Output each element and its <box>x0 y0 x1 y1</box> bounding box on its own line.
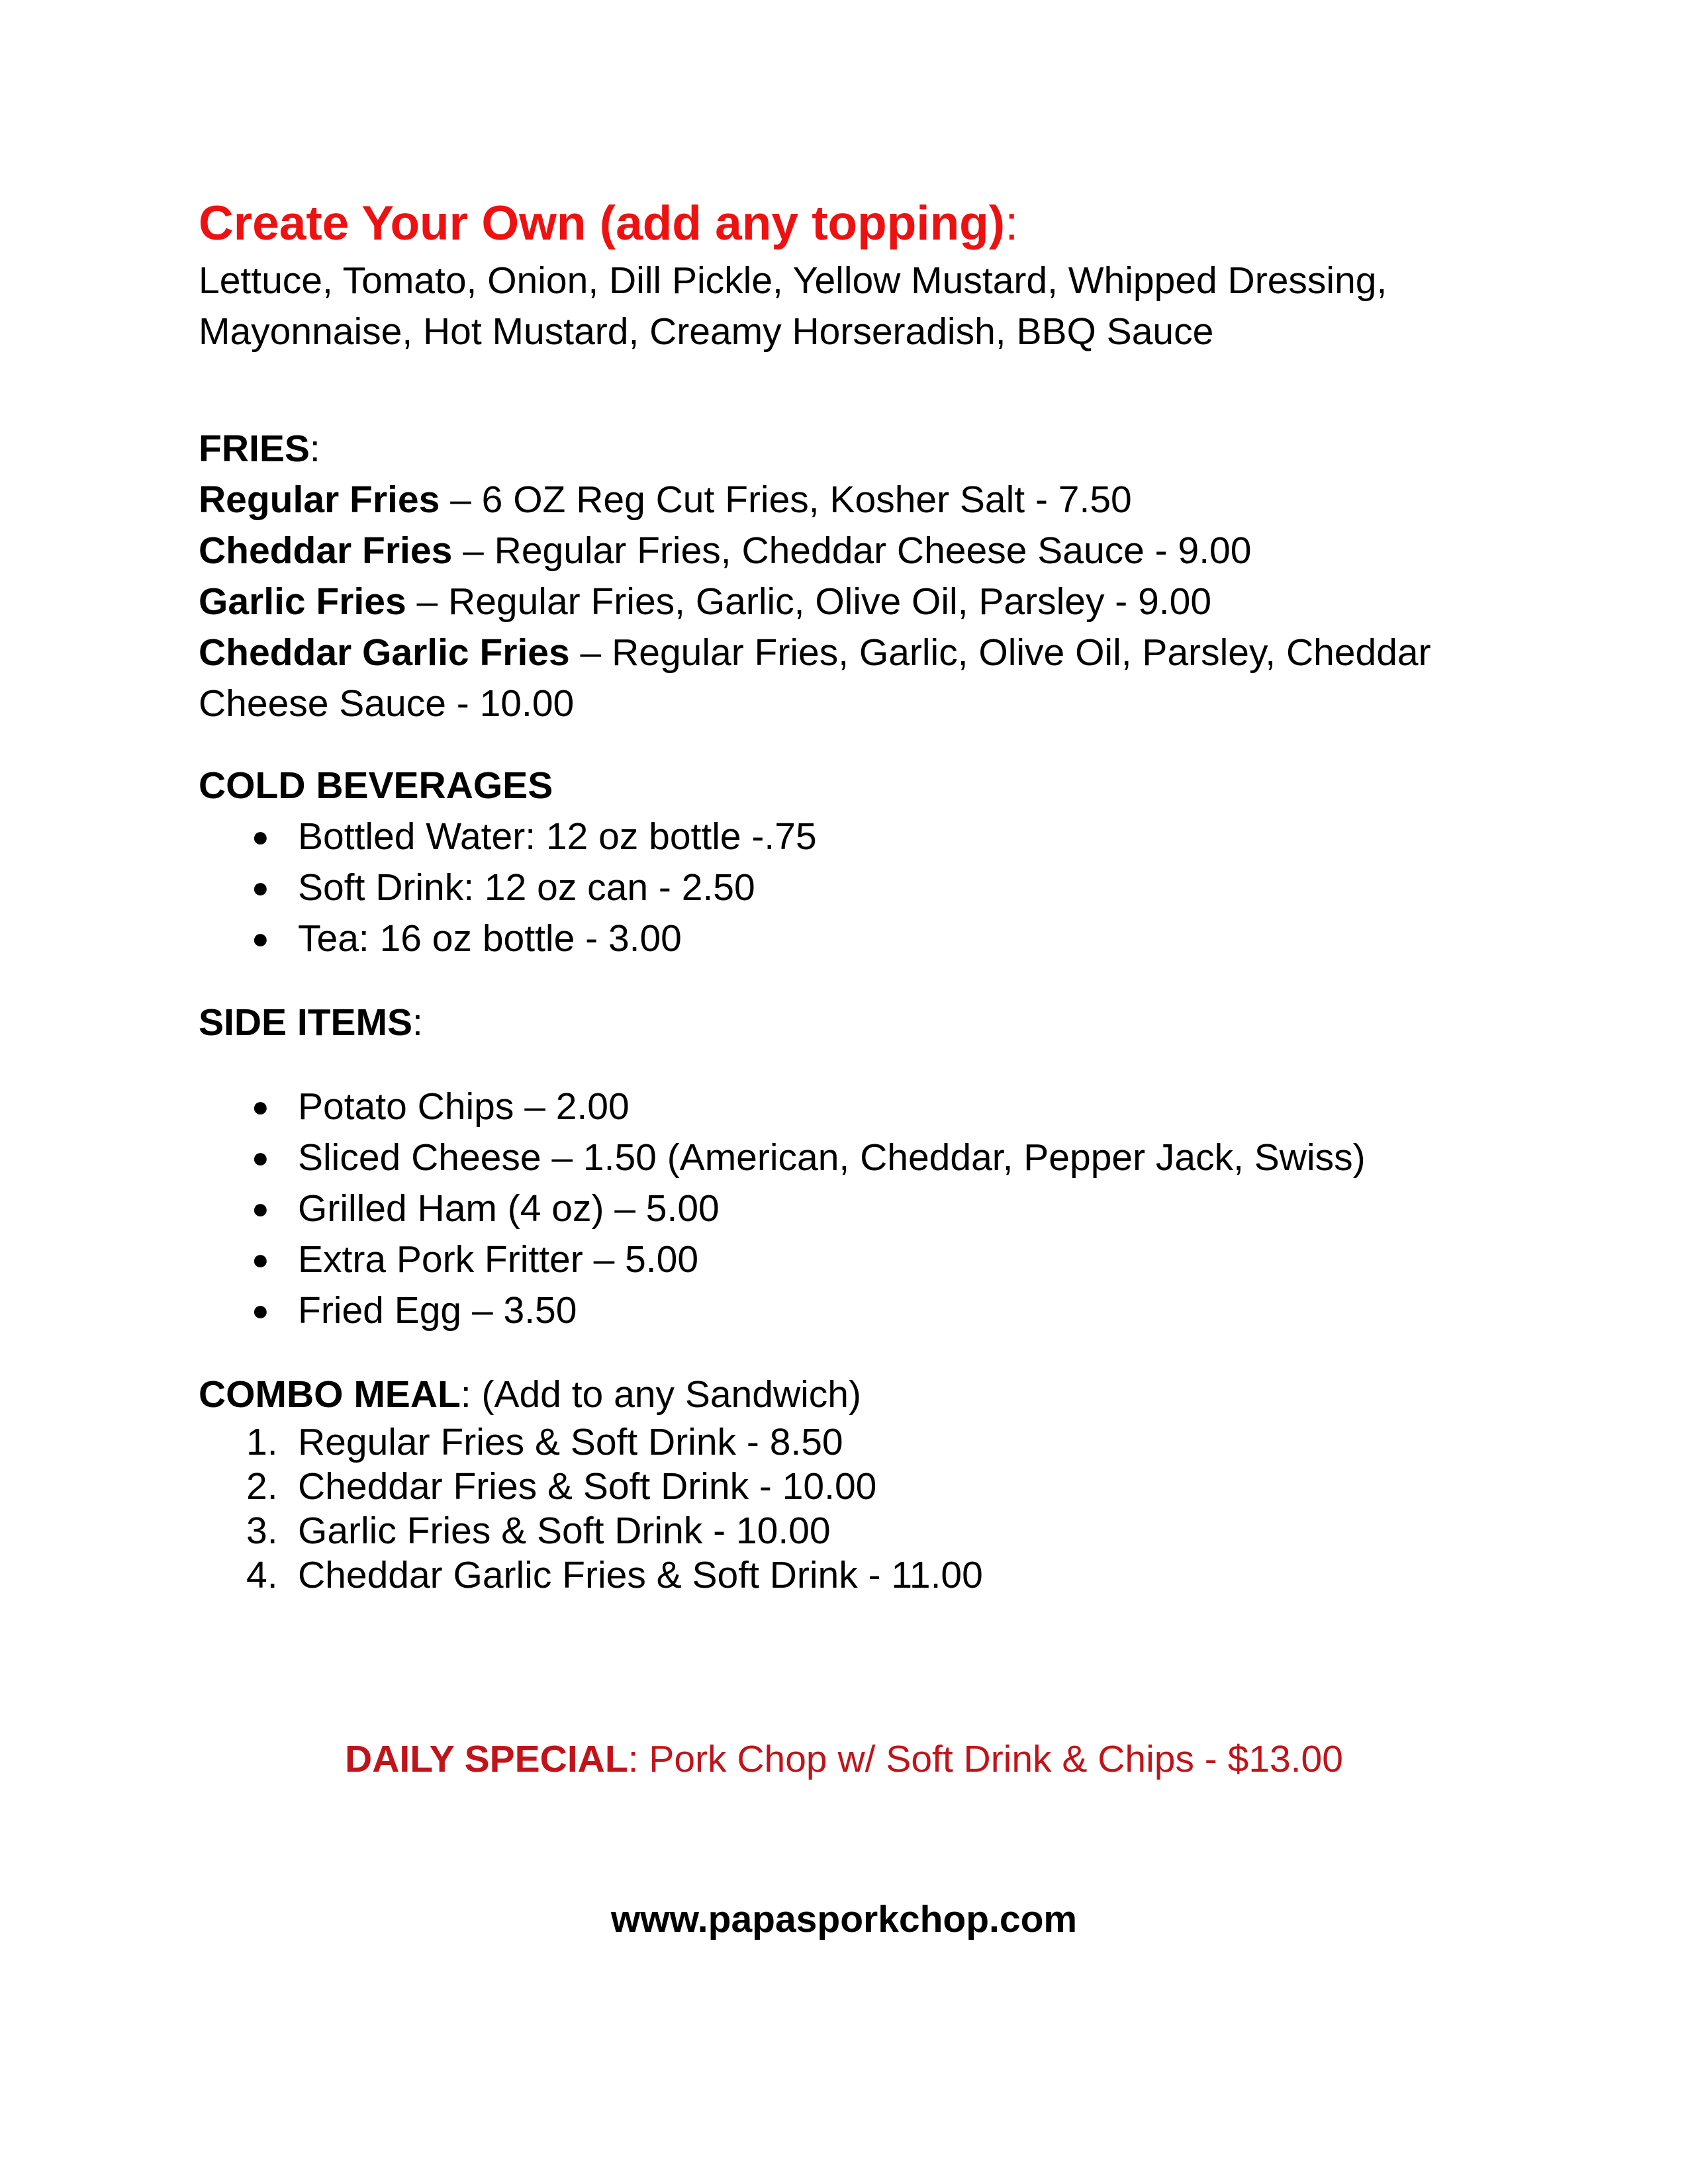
website-link[interactable]: www.papasporkchop.com <box>610 1898 1078 1940</box>
combo-meal-list <box>199 1420 1489 1598</box>
daily-special: DAILY SPECIAL: Pork Chop w/ Soft Drink & Chips - $13.00 <box>345 1738 1343 1780</box>
list-item: ● Bottled Water: 12 oz bottle -.75 <box>199 811 1489 862</box>
list-item: ● Potato Chips – 2.00 <box>199 1081 1489 1132</box>
cold-beverages-list <box>199 811 1489 964</box>
fries-item: Garlic Fries – Regular Fries, Garlic, Olive Oil, Parsley - 9.00 <box>199 580 1212 623</box>
cold-beverages-title: COLD BEVERAGES <box>199 764 553 807</box>
list-item: 4. Cheddar Garlic Fries & Soft Drink - 11.00 <box>246 1554 983 1596</box>
list-item: ● Tea: 16 oz bottle - 3.00 <box>199 913 1489 964</box>
list-item: 2. Cheddar Fries & Soft Drink - 10.00 <box>246 1465 877 1508</box>
combo-meal-title: COMBO MEAL: (Add to any Sandwich) <box>199 1373 861 1416</box>
bullet-icon: ● <box>252 872 269 904</box>
fries-item: Cheddar Garlic Fries – Regular Fries, Garlic, Olive Oil, Parsley, Cheddar <box>199 631 1431 674</box>
bullet-icon: ● <box>252 1295 269 1327</box>
side-items-section <box>199 997 1489 1336</box>
toppings-line-2: Mayonnaise, Hot Mustard, Creamy Horseradish, BBQ Sauce <box>199 310 1214 353</box>
combo-meal-section <box>199 1369 1489 1598</box>
toppings-line-1: Lettuce, Tomato, Onion, Dill Pickle, Yellow Mustard, Whipped Dressing, <box>199 259 1387 302</box>
bullet-icon: ● <box>252 1244 269 1276</box>
bullet-icon: ● <box>252 1142 269 1174</box>
side-items-title: SIDE ITEMS: <box>199 1001 423 1044</box>
fries-title: FRIES: <box>199 428 320 470</box>
list-item: ● Soft Drink: 12 oz can - 2.50 <box>199 862 1489 913</box>
list-item: 1. Regular Fries & Soft Drink - 8.50 <box>246 1421 843 1463</box>
create-your-own-heading: Create Your Own (add any topping): <box>199 197 1019 250</box>
list-item: ● Extra Pork Fritter – 5.00 <box>199 1234 1489 1285</box>
bullet-icon: ● <box>252 923 269 955</box>
side-items-list <box>199 1081 1489 1336</box>
create-your-own-section <box>199 192 1489 357</box>
list-item: ● Sliced Cheese – 1.50 (American, Cheddar, Pepper Jack, Swiss) <box>199 1132 1489 1183</box>
bullet-icon: ● <box>252 1193 269 1225</box>
bullet-icon: ● <box>252 1091 269 1123</box>
menu-page <box>199 192 1489 1598</box>
fries-item: Regular Fries – 6 OZ Reg Cut Fries, Kosher Salt - 7.50 <box>199 478 1132 521</box>
list-item: ● Fried Egg – 3.50 <box>199 1285 1489 1336</box>
list-item: 3. Garlic Fries & Soft Drink - 10.00 <box>246 1510 831 1552</box>
fries-item-continuation: Cheese Sauce - 10.00 <box>199 682 575 725</box>
fries-section <box>199 424 1489 729</box>
fries-item: Cheddar Fries – Regular Fries, Cheddar Cheese Sauce - 9.00 <box>199 529 1252 572</box>
bullet-icon: ● <box>252 821 269 853</box>
cold-beverages-section <box>199 760 1489 964</box>
list-item: ● Grilled Ham (4 oz) – 5.00 <box>199 1183 1489 1234</box>
